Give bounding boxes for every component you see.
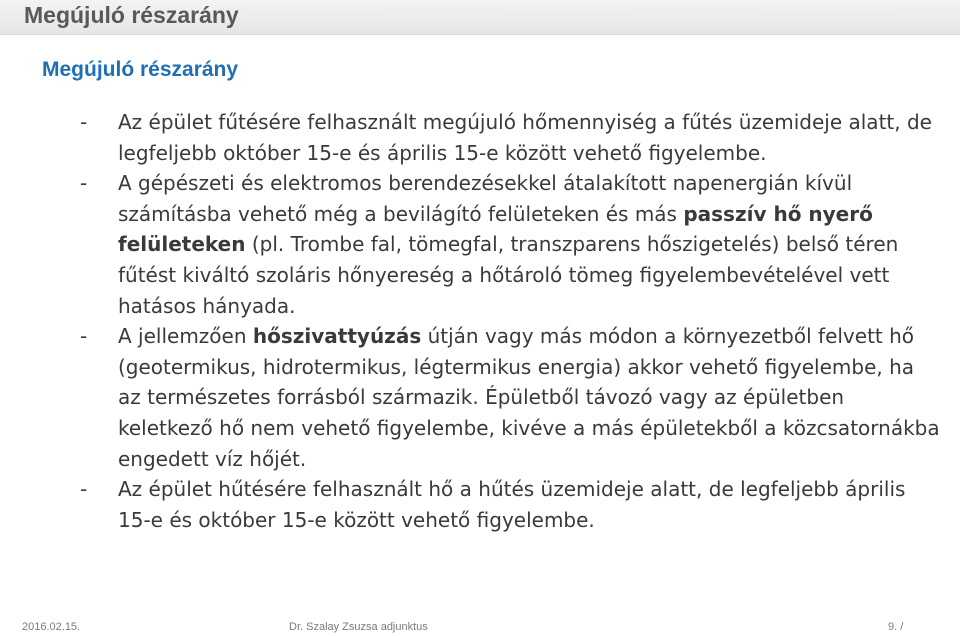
bullet-dash: - <box>80 477 88 502</box>
bullet-emphasis: hőszivattyúzás <box>252 324 422 349</box>
footer-date: 2016.02.15. <box>22 621 81 633</box>
section-title: Megújuló részarány <box>42 58 239 81</box>
bullet-item-4 <box>80 474 940 535</box>
bullet-text: A gépészeti és elektromos berendezésekkel átalakított napenergián kívül számításba vehető még a bevilágító felületeken és más <box>118 171 853 226</box>
bullet-text: útján vagy más módon a környezetből felvett hő (geotermikus, hidrotermikus, légtermikus energia) akkor vehető figyelembe, ha az természetes forrásból származik. Épületből távozó vagy az épületben keletkező hő nem vehető figyelembe, kivéve a más épületekből a közcsatornákba engedett víz hőjét. <box>118 324 940 471</box>
bullet-item-2 <box>80 168 940 321</box>
bullet-dash: - <box>80 324 88 349</box>
bullet-text: (pl. Trombe fal, tömegfal, transzparens hőszigetelés) belső téren fűtést kiváltó szoláris hőnyereség a hőtároló tömeg figyelembevételével vett hatásos hányada. <box>118 232 899 318</box>
bullet-item-1 <box>80 107 940 168</box>
slide-header-title: Megújuló részarány <box>24 2 239 28</box>
bullet-text: Az épület hűtésére felhasznált hő a hűtés üzemideje alatt, de legfeljebb április 15-e és október 15-e között vehető figyelembe. <box>118 477 906 532</box>
bullet-dash: - <box>80 171 88 196</box>
bullet-item-3 <box>80 321 940 474</box>
header-band <box>0 0 960 35</box>
footer-author: Dr. Szalay Zsuzsa adjunktus <box>289 621 428 633</box>
bullet-text: Az épület fűtésére felhasznált megújuló hőmennyiség a fűtés üzemideje alatt, de legfeljebb október 15-e és április 15-e között vehető figyelembe. <box>118 110 932 165</box>
bullet-list <box>80 107 940 535</box>
slide-footer <box>0 618 960 636</box>
footer-page-number: 9. / <box>888 621 904 633</box>
bullet-emphasis: passzív hő nyerő felületeken <box>118 201 873 257</box>
bullet-text: A jellemzően <box>118 324 253 349</box>
bullet-dash: - <box>80 110 88 134</box>
